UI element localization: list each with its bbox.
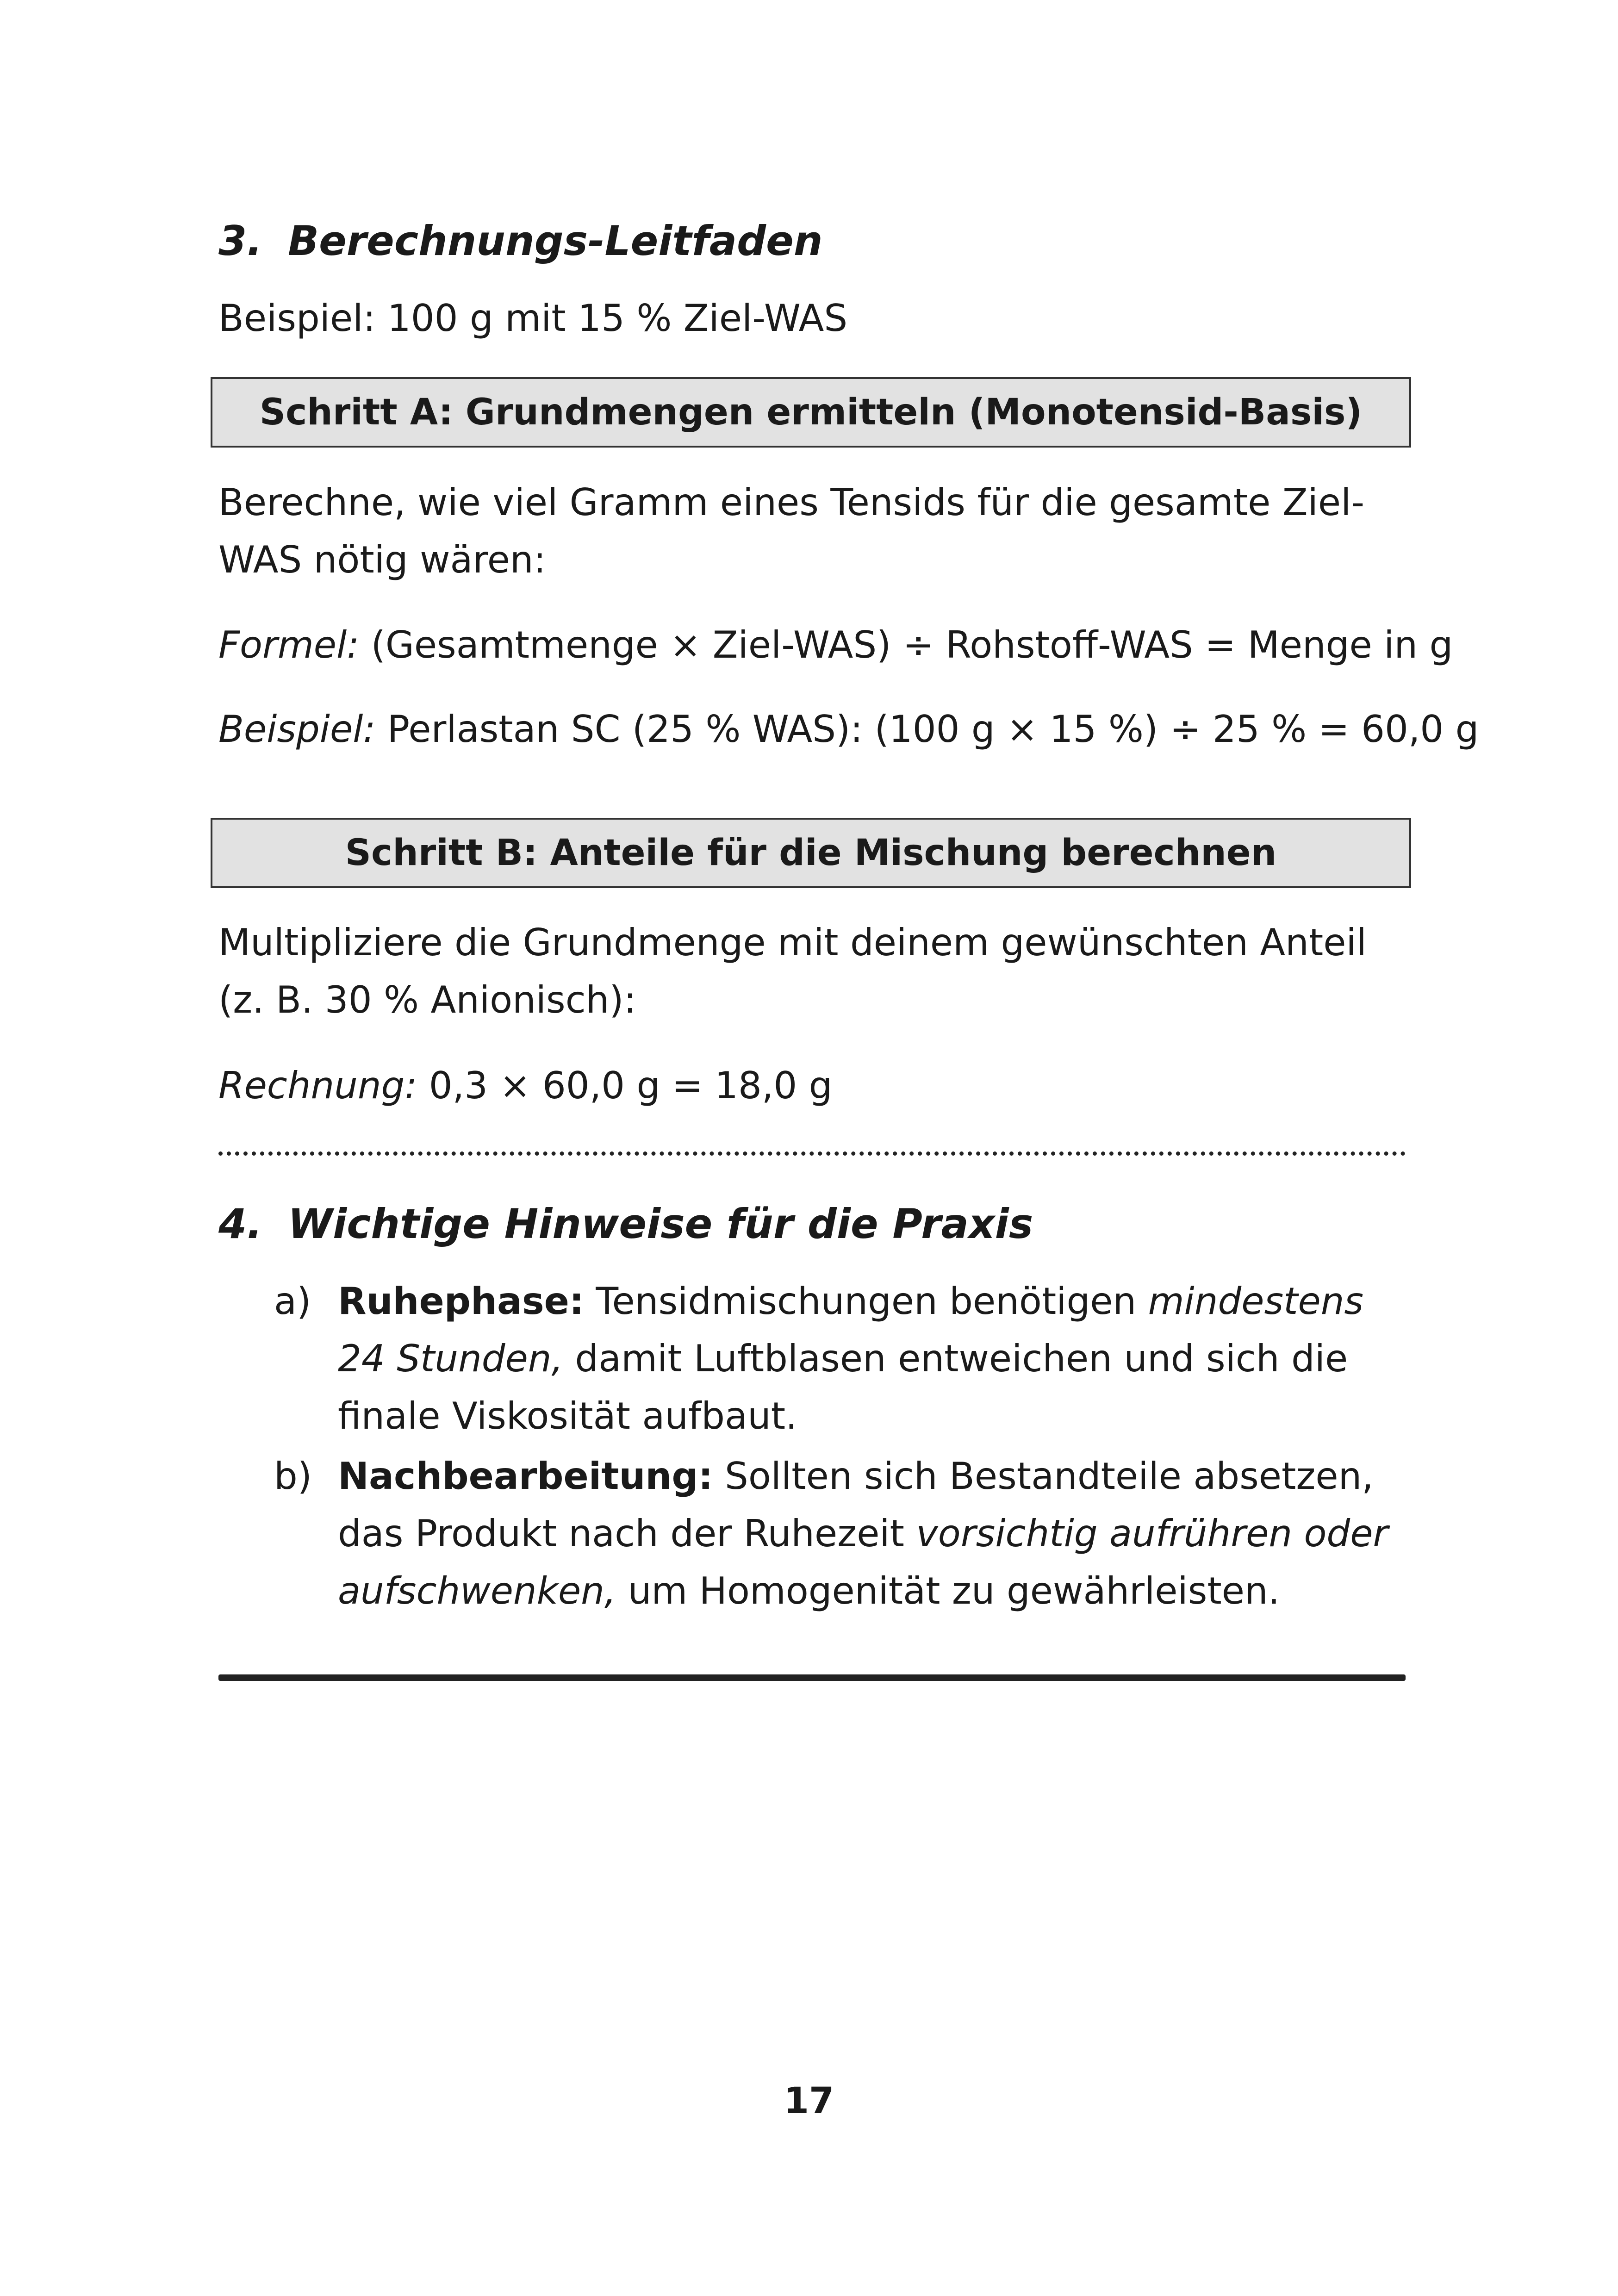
list-item-label: Nachbearbeitung: xyxy=(338,1455,713,1498)
example-label: Beispiel: xyxy=(218,708,376,751)
list-marker: b) xyxy=(274,1455,312,1498)
step-a-box xyxy=(211,377,1411,448)
page-number: 17 xyxy=(784,2080,834,2122)
step-a-title: Schritt A: Grundmengen ermitteln (Monotensid-Basis) xyxy=(259,392,1363,433)
step-a-intro: Berechne, wie viel Gramm eines Tensids für die gesamte Ziel-WAS nötig wären: xyxy=(218,481,1365,581)
section-3-number: 3. xyxy=(218,217,262,265)
section-3-heading xyxy=(218,217,822,266)
list-item-emphasis: vorsichtig aufrühren oder aufschwenken, xyxy=(338,1512,1388,1612)
list-item-emphasis: mindestens 24 Stunden, xyxy=(338,1280,1364,1380)
calc-label: Rechnung: xyxy=(218,1064,417,1107)
dotted-divider xyxy=(218,1151,1406,1156)
step-b-calculation xyxy=(218,1057,1403,1114)
formula-label: Formel: xyxy=(218,623,360,666)
list-item-text: damit Luftblasen entweichen und sich die finale Viskosität aufbaut. xyxy=(338,1337,1348,1437)
step-a-example xyxy=(218,701,1479,758)
step-b-intro: Multipliziere die Grundmenge mit deinem gewünschten Anteil (z. B. 30 % Anionisch): xyxy=(218,921,1367,1021)
list-item-body xyxy=(338,1273,1403,1445)
step-a-formula xyxy=(218,616,1453,674)
list-item xyxy=(274,1448,1403,1620)
list-item xyxy=(274,1273,1403,1445)
example-text: Perlastan SC (25 % WAS): (100 g × 15 %) ÷ 25 % = 60,0 g xyxy=(375,708,1479,751)
step-b-box xyxy=(211,818,1411,888)
list-item-text: Sollten sich Bestandteile absetzen, das Produkt nach der Ruhezeit xyxy=(338,1455,1374,1555)
solid-divider xyxy=(218,1674,1406,1681)
section-3-example: Beispiel: 100 g mit 15 % Ziel-WAS xyxy=(218,297,848,340)
calc-text: 0,3 × 60,0 g = 18,0 g xyxy=(417,1064,833,1107)
section-4-number: 4. xyxy=(218,1200,262,1248)
formula-text: (Gesamtmenge × Ziel-WAS) ÷ Rohstoff-WAS = Menge in g xyxy=(359,623,1453,666)
section-3-title: Berechnungs-Leitfaden xyxy=(288,217,823,265)
section-4-heading xyxy=(218,1200,1033,1249)
step-b-title: Schritt B: Anteile für die Mischung berechnen xyxy=(345,832,1277,874)
list-item-body xyxy=(338,1448,1403,1620)
list-item-text: Tensidmischungen benötigen xyxy=(584,1280,1148,1323)
list-marker: a) xyxy=(274,1280,311,1323)
section-4-title: Wichtige Hinweise für die Praxis xyxy=(288,1200,1033,1248)
list-item-text: um Homogenität zu gewährleisten. xyxy=(616,1569,1280,1612)
list-item-label: Ruhephase: xyxy=(338,1280,584,1323)
